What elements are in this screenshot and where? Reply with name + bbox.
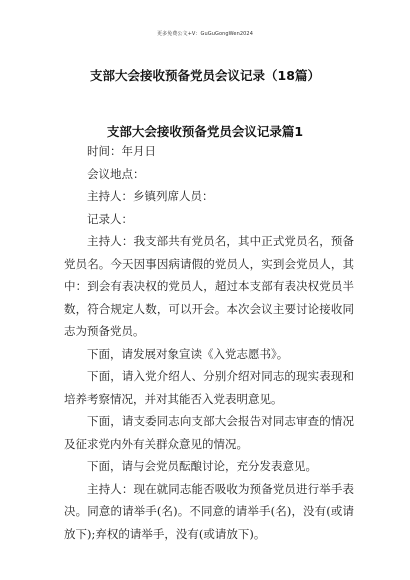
document-title: 支部大会接收预备党员会议记录（18篇） <box>90 68 320 83</box>
paragraph-read-application: 下面，请发展对象宣读《入党志愿书》。 <box>87 346 289 361</box>
paragraph-introducers: 下面，请入党介绍人、分别介绍对同志的现实表现和培养考察情况，并对其能否入党表明意见。 <box>64 369 354 406</box>
paragraph-discussion: 下面，请与会党员酝酿讨论，充分发表意见。 <box>87 459 317 473</box>
paragraph-time: 时间：年月日 <box>87 144 156 158</box>
paragraph-opening: 主持人：我支部共有党员名，其中正式党员名，预备党员名。今天因事因病请假的党员人，实到会党员人，其中：到会有表决权的党员人，超过本支部有表决权党员半数，符合规定人数，可以开会。本次会议主要讨论接收同志为预备党员。 <box>64 234 354 338</box>
paragraph-recorder: 记录人： <box>87 211 133 226</box>
header-note: 更多免费公文+V：GuGuGongWen2024 <box>157 31 253 37</box>
paragraph-vote: 主持人：现在就同志能否吸收为预备党员进行举手表决。同意的请举手(名)。不同意的请举手(名)，没有(或请放下);弃权的请举手，没有(或请放下)。 <box>64 481 354 541</box>
document-body <box>64 140 354 545</box>
paragraph-location: 会议地点： <box>87 166 145 181</box>
paragraph-host: 主持人：乡镇列席人员： <box>87 189 214 203</box>
section-title: 支部大会接收预备党员会议记录篇1 <box>106 124 304 139</box>
paragraph-committee-report: 下面，请支委同志向支部大会报告对同志审查的情况及征求党内外有关群众意见的情况。 <box>64 414 354 451</box>
